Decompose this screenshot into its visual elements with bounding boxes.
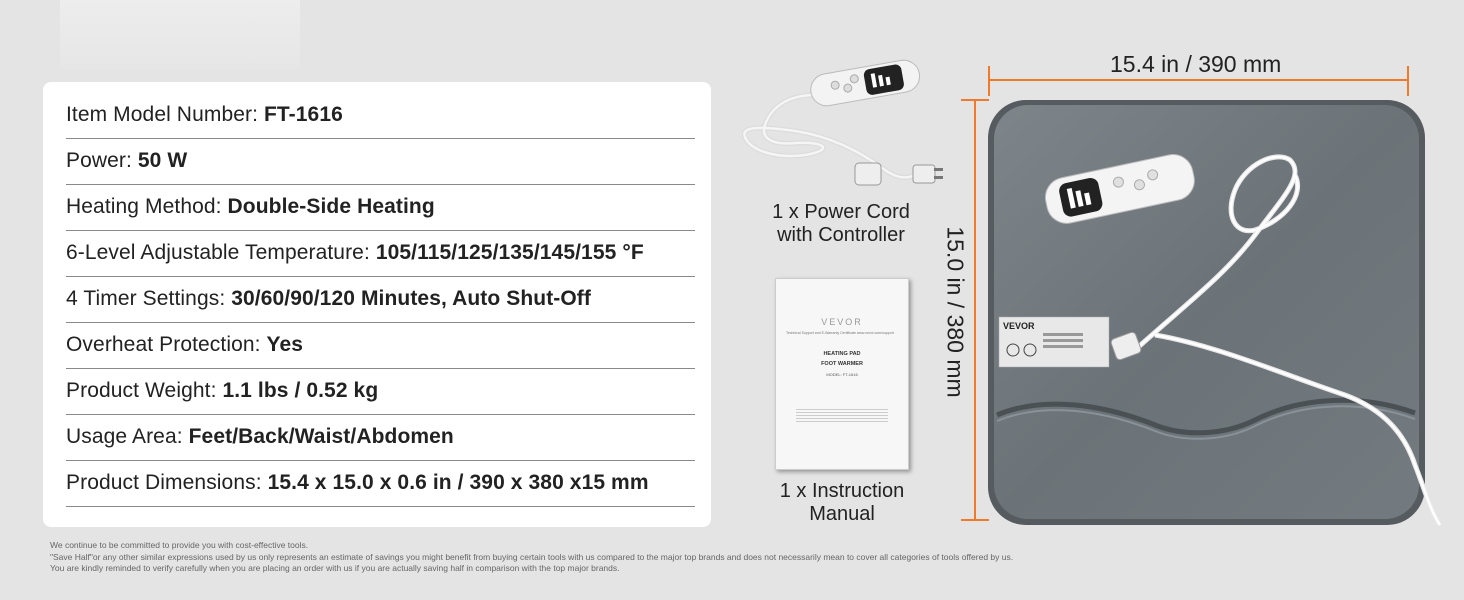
- power-cord-image: [735, 55, 945, 190]
- disclaimer: We continue to be committed to provide you with cost-effective tools. "Save Half"or any other similar expressions used by us only represents an estimate of savings you might benefit from buying certain tools with us compared to the major top brands and does not necessarily mean to cover all categories of tools offered by us. You are kindly reminded to verify carefully when you are placing an order with us if you are actually saving half in comparison with the top major brands.: [50, 540, 1014, 573]
- heating-pad-image: [985, 95, 1450, 535]
- power-cord-caption: 1 x Power Cord with Controller: [772, 201, 910, 246]
- spec-row-heating-method: Heating Method: Double-Side Heating: [66, 184, 695, 231]
- spec-row-dimensions: Product Dimensions: 15.4 x 15.0 x 0.6 in / 390 x 380 x15 mm: [66, 460, 695, 507]
- spec-row-usage-area: Usage Area: Feet/Back/Waist/Abdomen: [66, 414, 695, 461]
- spec-row-overheat: Overheat Protection: Yes: [66, 322, 695, 369]
- spec-row-weight: Product Weight: 1.1 lbs / 0.52 kg: [66, 368, 695, 415]
- instruction-manual-image: VEVOR Technical Support and E-Warranty Certificate www.vevor.com/support HEATING PAD FOOT WARMER MODEL: FT-1616: [775, 278, 909, 470]
- spec-row-model: Item Model Number: FT-1616: [66, 92, 695, 139]
- spec-row-power: Power: 50 W: [66, 138, 695, 185]
- manual-fine-print: [796, 409, 888, 423]
- height-dimension-label: 15.0 in / 380 mm: [942, 226, 969, 398]
- width-dimension-label: 15.4 in / 390 mm: [1110, 51, 1282, 77]
- background-fade: [60, 0, 300, 70]
- spec-row-temperature: 6-Level Adjustable Temperature: 105/115/125/135/145/155 °F: [66, 230, 695, 277]
- product-label-brand: VEVOR: [1003, 321, 1035, 331]
- manual-caption: 1 x Instruction Manual: [779, 480, 905, 525]
- spec-card: [43, 82, 711, 527]
- spec-row-timer: 4 Timer Settings: 30/60/90/120 Minutes, Auto Shut-Off: [66, 276, 695, 323]
